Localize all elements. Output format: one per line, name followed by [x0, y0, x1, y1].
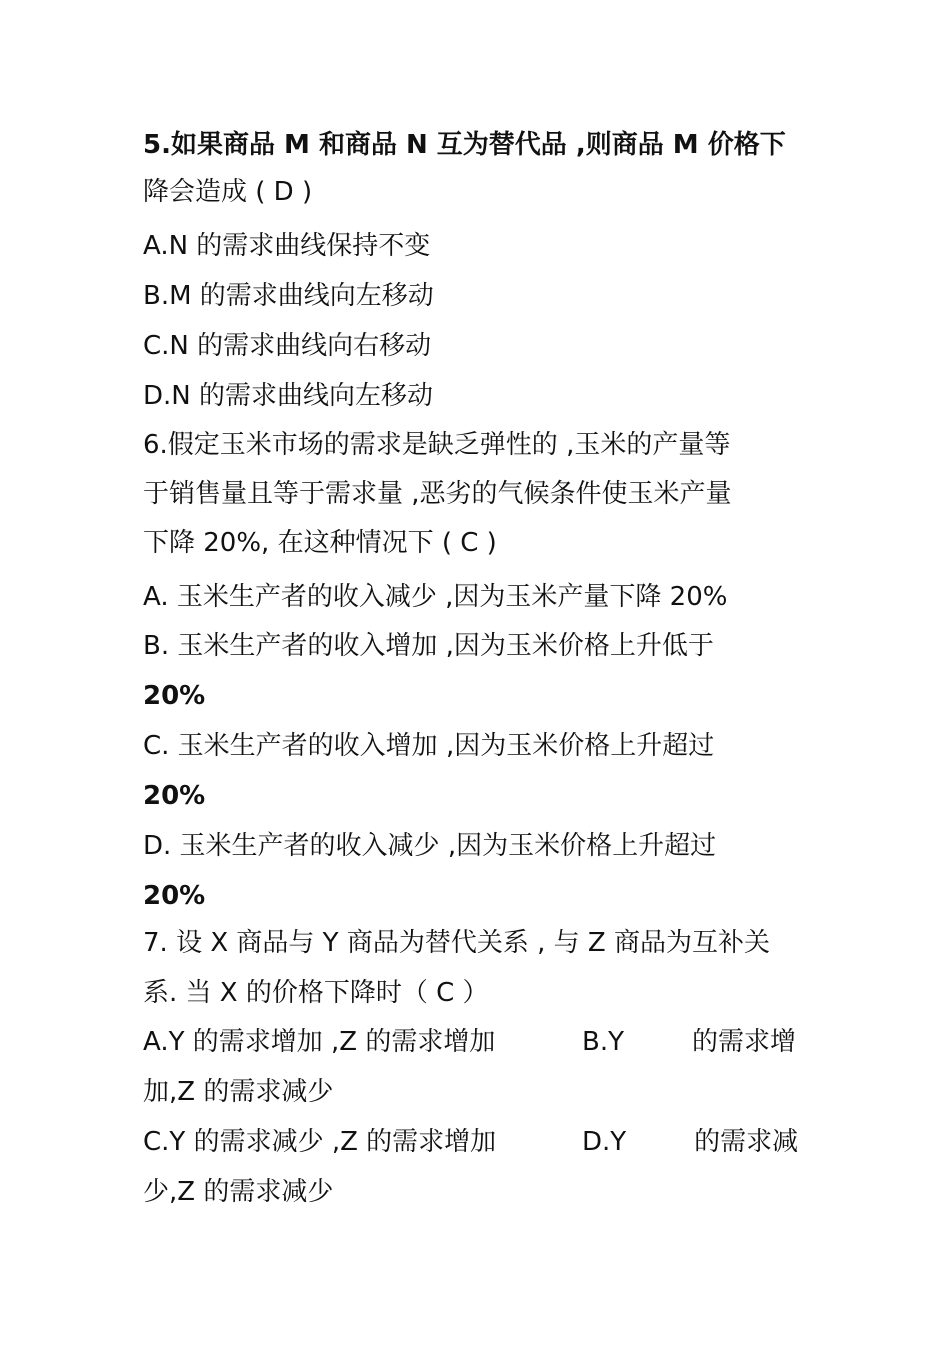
- q7-option-c: C.Y 的需求减少 ,Z 的需求增加: [143, 1127, 497, 1157]
- q7-option-b-line2: 加,Z 的需求减少: [143, 1077, 334, 1107]
- q5-stem-line1: 5.如果商品 M 和商品 N 互为替代品 ,则商品 M 价格下: [143, 130, 786, 160]
- q6-option-a: A. 玉米生产者的收入减少 ,因为玉米产量下降 20%: [143, 582, 728, 612]
- q6-option-c-line2: 20%: [143, 781, 206, 811]
- q6-option-d-line2: 20%: [143, 881, 206, 911]
- q6-option-d-line1: D. 玉米生产者的收入减少 ,因为玉米价格上升超过: [143, 831, 717, 861]
- q7-option-d-line1: [582, 1125, 812, 1159]
- q5-option-c: C.N 的需求曲线向右移动: [143, 331, 432, 361]
- q5-option-d: D.N 的需求曲线向左移动: [143, 381, 433, 411]
- q7-option-b-text: 的需求增: [691, 1027, 796, 1057]
- q6-stem-line3: 下降 20%, 在这种情况下 ( C ): [143, 528, 497, 558]
- q7-option-b-label: B.Y: [582, 1027, 624, 1057]
- q7-option-a: A.Y 的需求增加 ,Z 的需求增加: [143, 1027, 496, 1057]
- q7-option-b-line1: [582, 1025, 812, 1059]
- q7-option-d-text: 的需求减: [694, 1127, 799, 1157]
- q7-option-d-line2: 少,Z 的需求减少: [143, 1177, 334, 1207]
- q6-stem-line2: 于销售量且等于需求量 ,恶劣的气候条件使玉米产量: [143, 479, 732, 509]
- q7-option-d-label: D.Y: [582, 1127, 627, 1157]
- q6-option-b-line1: B. 玉米生产者的收入增加 ,因为玉米价格上升低于: [143, 631, 714, 661]
- q7-stem-line1: 7. 设 X 商品与 Y 商品为替代关系 , 与 Z 商品为互补关: [143, 928, 770, 958]
- q7-stem-line2: 系. 当 X 的价格下降时（ C ）: [143, 978, 489, 1008]
- q5-stem-line2: 降会造成 ( D ): [143, 177, 313, 207]
- q5-option-a: A.N 的需求曲线保持不变: [143, 231, 431, 261]
- q6-option-c-line1: C. 玉米生产者的收入增加 ,因为玉米价格上升超过: [143, 731, 715, 761]
- q6-option-b-line2: 20%: [143, 681, 206, 711]
- q5-option-b: B.M 的需求曲线向左移动: [143, 281, 434, 311]
- q6-stem-line1: 6.假定玉米市场的需求是缺乏弹性的 ,玉米的产量等: [143, 430, 731, 460]
